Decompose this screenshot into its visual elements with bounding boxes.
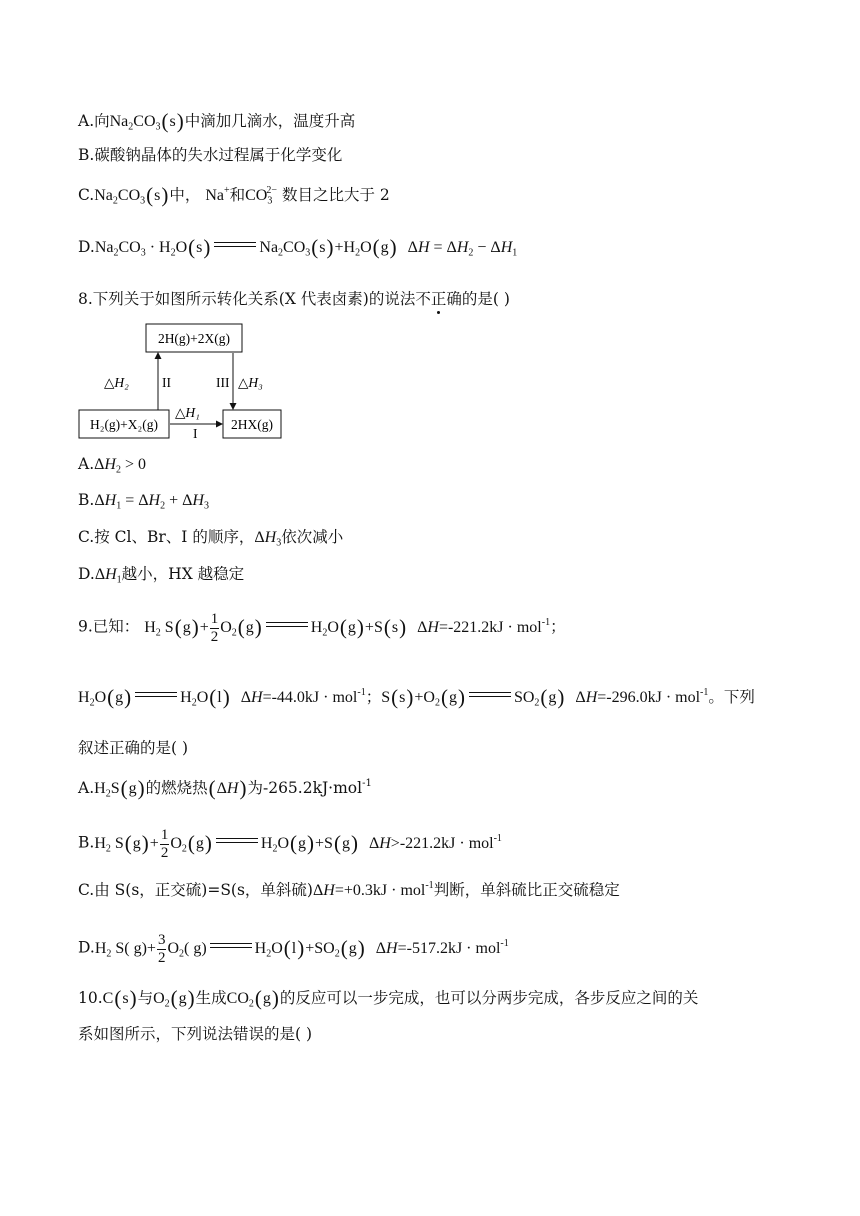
q7-option-b: B.碳酸钠晶体的失水过程属于化学变化 — [78, 146, 343, 164]
q8-energy-diagram — [76, 320, 286, 442]
step2-label: II — [162, 375, 171, 390]
q9-given-line2: $H_2O(g)$ $H_2O(l) \Delta H=-44.0kJ \cdot mol^{-1}$；$S(s)+O_2(g)$ $SO_2(g) \Delta H=-296.0kJ \cdot mol^{-1}$。下列 — [78, 685, 755, 709]
q9-option-c: C.由 S(s，正交硫)=S(s，单斜硫)ΔH=+0.3kJ · mol$^{-1}$判断，单斜硫比正交硫稳定 — [78, 880, 620, 899]
q7-option-a: A.向$Na_2CO_3(s)$中滴加几滴水，温度升高 — [78, 109, 356, 133]
q10-stem-line2: 系如图所示，下列说法错误的是( ) — [78, 1025, 313, 1043]
dh3-label: △H₃ — [238, 375, 263, 390]
q10-stem-line1: 10.C(s)与$O_2(g)$生成$CO_2(g)$的反应可以一步完成，也可以分两步完成，各步反应之间的关 — [78, 986, 699, 1010]
emphasis-dotted-text: 不正确 — [415, 290, 462, 308]
right-state-label: 2HX(g) — [231, 417, 273, 432]
step3-label: III — [216, 375, 230, 390]
step1-label: I — [193, 426, 198, 441]
left-state-label: H₂(g)+X₂(g) — [89, 417, 159, 432]
q8-stem: 8.下列关于如图所示转化关系(X 代表卤素)的说法不正确的是( ) — [78, 290, 510, 308]
q9-stem-end: 叙述正确的是( ) — [78, 739, 189, 757]
q9-option-d: $D.H_2$ S( g)+ $\frac{3}{2}$ $O_2$( g) $H_2O(l)+SO_2(g) \Delta H=-517.2kJ \cdot mol^{-1}$ — [78, 932, 509, 966]
q8-option-a: $A.\Delta H_2 > 0$ — [78, 455, 147, 476]
q8-option-c: C.按 Cl、Br、I 的顺序，$\Delta H_3$依次减小 — [78, 528, 344, 549]
q7-option-c: $C.Na_2CO_3(s)$中， Na+和$CO_3^{2-}$ 数目之比大于 2 — [78, 183, 390, 207]
q7-option-d: $D.Na_2CO_3 \cdot H_2O(s)$ $Na_2CO_3(s)+H_2O(g) \Delta H = \Delta H_2 - \Delta H_1$ — [78, 235, 518, 259]
q8-option-b: $B.\Delta H_1 = \Delta H_2 + \Delta H_3$ — [78, 491, 209, 512]
q9-option-b: $B.H_2$ S(g)+ $\frac{1}{2}$ $O_2(g)$ $H_2O(g)+S(g) \Delta H>-221.2kJ \cdot mol^{-1}$ — [78, 827, 502, 861]
dh2-label: △H₂ — [104, 375, 129, 390]
q9-given-line1: 9.已知： $H_2$ S(g)+ $\frac{1}{2}$ $O_2(g)$ $H_2O(g)+S(s) \Delta H=-221.2kJ \cdot mol^{-1}$； — [78, 611, 566, 645]
q8-option-d: $D.\Delta H_1$越小，HX 越稳定 — [78, 565, 245, 586]
top-state-label: 2H(g)+2X(g) — [157, 331, 231, 346]
q9-option-a: $A.H_2S(g)$的燃烧热(ΔH)为-265.2kJ·mol$^{-1}$ — [78, 776, 372, 800]
dh1-label: △H₁ — [175, 405, 200, 420]
